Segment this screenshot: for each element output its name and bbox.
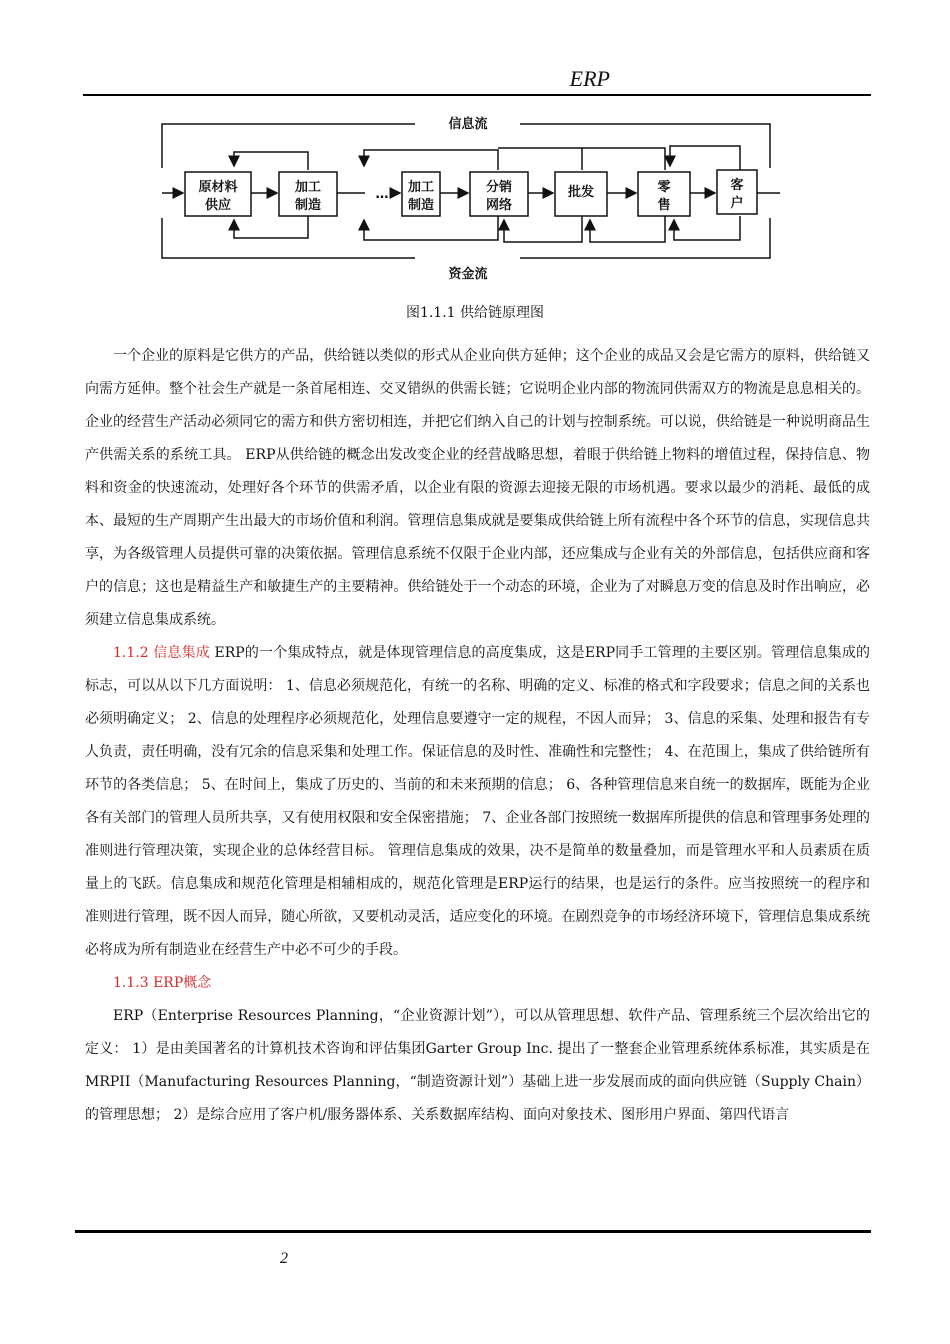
header-rule <box>83 94 871 96</box>
page-number: 2 <box>280 1250 288 1267</box>
box-label: 客 <box>730 178 744 193</box>
body-text <box>85 340 870 1132</box>
section-heading: 1.1.3 ERP概念 <box>113 975 212 991</box>
paragraph <box>85 637 870 967</box>
box-label: 原材料 <box>198 180 238 195</box>
paragraph-text: ERP的一个集成特点，就是体现管理信息的高度集成，这是ERP同手工管理的主要区别。管理信息集成的标志，可以从以下几方面说明： 1、信息必须规范化，有统一的名称、明确的定义、标准的格式和字段要求；信息之间的关系也必须明确定义； 2、信息的处理程序必须规范化，处理信息要遵守一定的规程，不因人而异； 3、信息的采集、处理和报告有专人负责，责任明确，没有冗余的信息采集和处理工作。保证信息的及时性、准确性和完整性； 4、在范围上，集成了供给链所有环节的各类信息； 5、在时间上，集成了历史的、当前的和未来预期的信息； 6、各种管理信息来自统一的数据库，既能为企业各有关部门的管理人员所共享，又有使用权限和安全保密措施； 7、企业各部门按照统一数据库所提供的信息和管理事务处理的准则进行管理决策，实现企业的总体经营目标。 管理信息集成的效果，决不是简单的数量叠加，而是管理水平和人员素质在质量上的飞跃。信息集成和规范化管理是相辅相成的，规范化管理是ERP运行的结果，也是运行的条件。应当按照统一的程序和准则进行管理，既不因人而异，随心所欲，又要机动灵活，适应变化的环境。在剧烈竞争的市场经济环境下，管理信息集成系统必将成为所有制造业在经营生产中必不可少的手段。 <box>85 645 870 958</box>
box-label: 制造 <box>294 198 322 213</box>
footer-rule <box>75 1230 871 1233</box>
info-flow-line-left <box>162 124 415 168</box>
paragraph: 一个企业的原料是它供方的产品，供给链以类似的形式从企业向供方延伸；这个企业的成品又会是它需方的原料，供给链又向需方延伸。整个社会生产就是一条首尾相连、交叉错纵的供需长链；它说明企业内部的物流同供需双方的物流是息息相关的。企业的经营生产活动必须同它的需方和供方密切相连，并把它们纳入自己的计划与控制系统。可以说，供给链是一种说明商品生产供需关系的系统工具。 ERP从供给链的概念出发改变企业的经营战略思想，着眼于供给链上物料的增值过程，保持信息、物料和资金的快速流动，处理好各个环节的供需矛盾，以企业有限的资源去迎接无限的市场机遇。要求以最少的消耗、最低的成本、最短的生产周期产生出最大的市场价值和利润。管理信息集成就是要集成供给链上所有流程中各个环节的信息，实现信息共享，为各级管理人员提供可靠的决策依据。管理信息系统不仅限于企业内部，还应集成与企业有关的外部信息，包括供应商和客户的信息；这也是精益生产和敏捷生产的主要精神。供给链处于一个动态的环境，企业为了对瞬息万变的信息及时作出响应，必须建立信息集成系统。 <box>85 348 870 628</box>
box-label: 网络 <box>485 198 513 213</box>
supply-chain-diagram <box>150 108 800 288</box>
info-flow-label: 信息流 <box>448 117 488 132</box>
box-label: 供应 <box>204 198 232 213</box>
fund-flow-label: 资金流 <box>448 267 488 282</box>
section-heading: 1.1.2 信息集成 <box>113 645 210 661</box>
figure-caption: 图1.1.1 供给链原理图 <box>405 305 545 321</box>
box-label: 加工 <box>407 180 435 195</box>
box-label: 分销 <box>485 180 513 195</box>
diagram-ellipsis: … <box>375 187 389 202</box>
header-title: ERP <box>569 66 610 91</box>
box-label: 制造 <box>407 198 435 213</box>
box-label: 售 <box>657 198 671 213</box>
paragraph: ERP（Enterprise Resources Planning，“企业资源计划”），可以从管理思想、软件产品、管理系统三个层次给出它的定义： 1）是由美国著名的计算机技术咨询和评估集团Garter Group Inc. 提出了一整套企业管理系统体系标准，其实质是在MRPII（Manufacturing Resources Planning，“制造资源计划”）基础上进一步发展而成的面向供应链（Supply Chain）的管理思想； 2）是综合应用了客户机/服务器体系、关系数据库结构、面向对象技术、图形用户界面、第四代语言 <box>85 1008 870 1123</box>
box-label: 零 <box>657 180 671 195</box>
box-label: 加工 <box>294 180 322 195</box>
paragraph <box>85 967 870 1000</box>
box-label: 批发 <box>567 185 595 200</box>
fund-flow-line-right <box>520 218 770 258</box>
box-label: 户 <box>730 196 744 211</box>
